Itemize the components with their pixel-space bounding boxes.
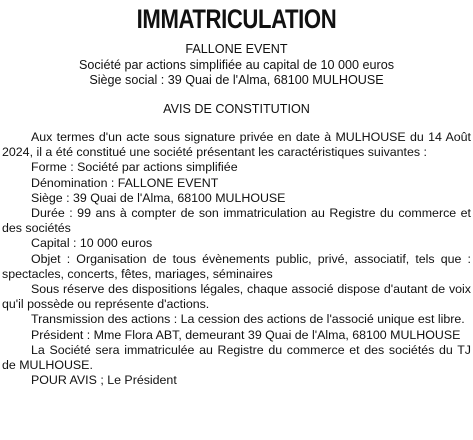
paragraph-duration: Durée : 99 ans à compter de son immatriculation au Registre du commerce et des sociétés	[2, 206, 471, 236]
company-form-capital: Société par actions simplifiée au capital de 10 000 euros	[78, 57, 395, 72]
company-seat: Siège social : 39 Quai de l'Alma, 68100 MULHOUSE	[89, 73, 384, 87]
paragraph-voting: Sous réserve des dispositions légales, chaque associé dispose d'autant de voix qu'il possède ou représente d'actions.	[2, 282, 471, 312]
paragraph-transfer: Transmission des actions : La cession des actions de l'associé unique est libre.	[31, 312, 465, 327]
paragraph-seat: Siège : 39 Quai de l'Alma, 68100 MULHOUSE	[31, 190, 286, 205]
paragraph-signature: POUR AVIS ; Le Président	[31, 373, 177, 388]
paragraph-denomination: Dénomination : FALLONE EVENT	[31, 175, 219, 190]
notice-heading: IMMATRICULATION	[136, 4, 337, 34]
paragraph-intro: Aux termes d'un acte sous signature privée en date à MULHOUSE du 14 Août 2024, il a été constitué une société présentant les caractéristiques suivantes :	[2, 130, 471, 160]
notice-type: AVIS DE CONSTITUTION	[163, 101, 310, 116]
company-header	[2, 42, 471, 89]
paragraph-purpose: Objet : Organisation de tous évènements public, privé, associatif, tels que : spectacles, concerts, fêtes, mariages, séminaires	[2, 251, 471, 281]
paragraph-registration: La Société sera immatriculée au Registre du commerce et des sociétés du TJ de MULHOUSE.	[2, 342, 471, 373]
paragraph-capital: Capital : 10 000 euros	[31, 236, 153, 251]
paragraph-form: Forme : Société par actions simplifiée	[31, 160, 238, 175]
paragraph-president: Président : Mme Flora ABT, demeurant 39 Quai de l'Alma, 68100 MULHOUSE	[31, 327, 461, 342]
company-name: FALLONE EVENT	[185, 42, 288, 56]
notice-body	[2, 130, 471, 388]
